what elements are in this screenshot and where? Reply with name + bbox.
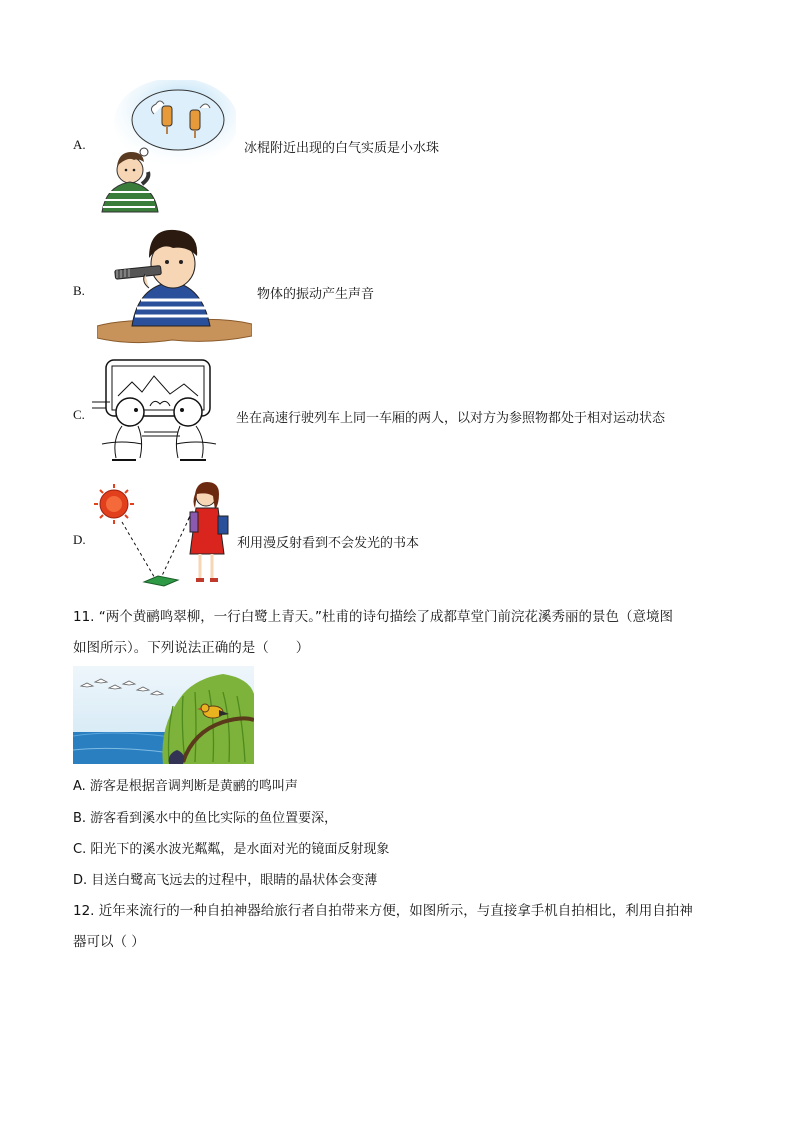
question-11-option-b: B. 游客看到溪水中的鱼比实际的鱼位置要深， bbox=[73, 811, 338, 826]
question-11-line2: 如图所示）。下列说法正确的是（ ） bbox=[73, 640, 310, 656]
option-a-text: 冰棍附近出现的白气实质是小水珠 bbox=[244, 141, 440, 156]
option-b-letter: B. bbox=[73, 283, 85, 298]
question-12-line1: 12. 近年来流行的一种自拍神器给旅行者自拍带来方便，如图所示，与直接拿手机自拍相比，利用自拍神 bbox=[73, 903, 693, 919]
boy-thinking-popsicle-icon bbox=[96, 80, 236, 215]
option-b-text: 物体的振动产生声音 bbox=[257, 287, 375, 302]
question-12-stem bbox=[73, 896, 753, 958]
question-12-line2: 器可以（ ） bbox=[73, 934, 145, 950]
question-11-option-a: A. 游客是根据音调判断是黄鹂的鸣叫声 bbox=[73, 779, 298, 794]
option-a-letter: A. bbox=[73, 137, 86, 152]
willow-oriole-egrets-icon bbox=[73, 666, 254, 764]
question-11-stem bbox=[73, 602, 753, 664]
train-passengers-icon bbox=[92, 356, 232, 471]
question-11-option-c: C. 阳光下的溪水波光粼粼，是水面对光的镜面反射现象 bbox=[73, 842, 390, 857]
option-c-letter: C. bbox=[73, 407, 85, 422]
question-11-line1: 11. “两个黄鹂鸣翠柳，一行白鹭上青天。”杜甫的诗句描绘了成都草堂门前浣花溪秀丽的景色（意境图 bbox=[73, 609, 673, 625]
sun-book-girl-icon bbox=[92, 482, 237, 594]
question-11-option-d: D. 目送白鹭高飞远去的过程中，眼睛的晶状体会变薄 bbox=[73, 873, 378, 888]
option-d-text: 利用漫反射看到不会发光的书本 bbox=[237, 536, 420, 551]
man-biting-comb-icon bbox=[97, 228, 252, 346]
option-c-text: 坐在高速行驶列车上同一车厢的两人，以对方为参照物都处于相对运动状态 bbox=[236, 411, 666, 426]
option-d-letter: D. bbox=[73, 532, 86, 547]
